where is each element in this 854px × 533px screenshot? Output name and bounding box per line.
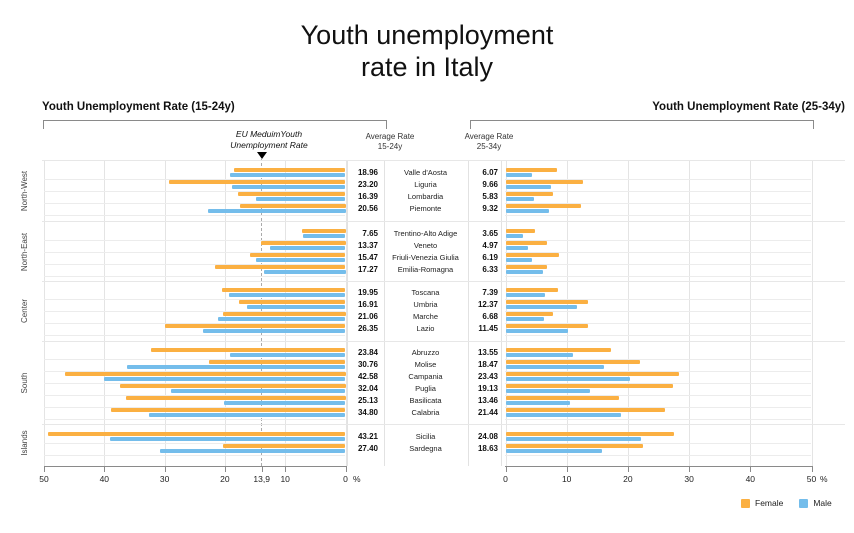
gridline-vertical	[689, 160, 690, 466]
avg-rate-15-24-header-line2: 15-24y	[377, 142, 403, 151]
group-label: South	[20, 372, 29, 393]
axis-tick-label: 10	[280, 474, 290, 484]
region-label: Trentino-Alto Adige	[393, 229, 458, 238]
left-panel-title: Youth Unemployment Rate (15-24y)	[42, 101, 235, 113]
row-gridline	[44, 419, 345, 420]
avg-value-15-24: 25.13	[357, 396, 378, 405]
bar-male-15-24	[256, 258, 346, 262]
bar-male-15-24	[256, 197, 345, 201]
bar-male-25-34	[506, 401, 570, 405]
bar-male-25-34	[506, 365, 605, 369]
avg-value-15-24: 17.27	[357, 265, 378, 274]
region-label: Friuli-Venezia Giulia	[392, 253, 459, 262]
bar-female-15-24	[215, 265, 346, 269]
avg-value-15-24: 15.47	[357, 253, 378, 262]
region-label: Marche	[412, 312, 438, 321]
bar-male-25-34	[506, 353, 573, 357]
axis-tick	[506, 466, 507, 472]
bar-female-15-24	[65, 372, 346, 376]
bar-female-25-34	[506, 432, 675, 436]
avg-value-25-34: 6.19	[482, 253, 498, 262]
region-label: Umbria	[413, 300, 438, 309]
axis-tick	[225, 466, 226, 472]
avg-value-25-34: 5.83	[482, 192, 498, 201]
bar-male-25-34	[506, 209, 550, 213]
bar-female-25-34	[506, 408, 666, 412]
group-label: Center	[20, 298, 29, 323]
right-axis-unit: %	[820, 474, 828, 484]
bar-female-15-24	[240, 204, 346, 208]
bar-female-15-24	[151, 348, 345, 352]
bar-male-25-34	[506, 197, 534, 201]
avg-value-25-34: 6.33	[482, 265, 498, 274]
row-gridline	[505, 215, 811, 216]
page-title-line2: rate in Italy	[360, 52, 494, 82]
right-axis-line	[505, 466, 812, 467]
bar-female-25-34	[506, 384, 674, 388]
region-label: Puglia	[415, 384, 436, 393]
axis-tick	[750, 466, 751, 472]
gridline-vertical	[750, 160, 751, 466]
region-label: Lombardia	[407, 192, 444, 201]
avg-value-15-24: 26.35	[357, 324, 378, 333]
group-label: Islands	[20, 429, 29, 456]
region-label: Veneto	[413, 241, 438, 250]
bar-male-15-24	[270, 246, 345, 250]
avg-value-25-34: 3.65	[482, 229, 498, 238]
avg-value-15-24: 18.96	[357, 168, 378, 177]
avg-value-25-34: 18.63	[477, 444, 498, 453]
bar-male-25-34	[506, 270, 543, 274]
bar-female-25-34	[506, 360, 640, 364]
avg-value-25-34: 7.39	[482, 288, 498, 297]
avg-value-25-34: 6.07	[482, 168, 498, 177]
avg-value-15-24: 23.20	[357, 180, 378, 189]
avg-value-15-24: 27.40	[357, 444, 378, 453]
row-gridline	[44, 215, 345, 216]
bar-female-25-34	[506, 180, 583, 184]
axis-tick	[628, 466, 629, 472]
bar-male-15-24	[149, 413, 346, 417]
avg-value-25-34: 9.66	[482, 180, 498, 189]
bar-male-15-24	[127, 365, 345, 369]
bar-male-25-34	[506, 305, 578, 309]
gridline-vertical	[44, 160, 45, 466]
bar-female-15-24	[239, 300, 345, 304]
male-swatch-icon	[799, 499, 808, 508]
bar-female-25-34	[506, 396, 620, 400]
bar-male-15-24	[232, 185, 345, 189]
region-label: Basilicata	[409, 396, 442, 405]
bar-male-25-34	[506, 377, 630, 381]
gridline-vertical	[165, 160, 166, 466]
axis-tick	[104, 466, 105, 472]
bar-female-25-34	[506, 241, 547, 245]
row-gridline	[505, 264, 811, 265]
left-axis-unit: %	[353, 474, 361, 484]
avg-value-25-34: 11.45	[478, 324, 498, 333]
axis-tick-label: 0	[343, 474, 348, 484]
bar-female-15-24	[238, 192, 346, 196]
avg-value-25-34: 24.08	[477, 432, 498, 441]
region-label: Valle d'Aosta	[404, 168, 447, 177]
avg-value-15-24: 42.58	[357, 372, 378, 381]
axis-tick	[567, 466, 568, 472]
region-label: Toscana	[411, 288, 440, 297]
axis-tick	[812, 466, 813, 472]
avg-value-15-24: 23.84	[357, 348, 378, 357]
bar-male-15-24	[160, 449, 345, 453]
avg-rate-25-34-header-line2: 25-34y	[476, 142, 502, 151]
bar-male-25-34	[506, 258, 533, 262]
axis-tick-label: 50	[806, 474, 817, 484]
eu-medium-annotation-line1: EU MeduimYouth	[235, 129, 303, 139]
bar-male-15-24	[224, 401, 345, 405]
avg-value-15-24: 7.65	[362, 229, 378, 238]
bar-male-15-24	[104, 377, 345, 381]
group-separator-line	[42, 221, 845, 222]
bar-male-15-24	[171, 389, 345, 393]
plot-top-line	[42, 160, 845, 161]
bar-female-15-24	[234, 168, 346, 172]
bar-female-25-34	[506, 300, 588, 304]
avg-value-15-24: 32.04	[357, 384, 378, 393]
female-swatch-icon	[741, 499, 750, 508]
region-label: Abruzzo	[411, 348, 440, 357]
axis-tick	[689, 466, 690, 472]
bar-female-15-24	[126, 396, 346, 400]
bar-male-25-34	[506, 329, 568, 333]
axis-tick	[285, 466, 286, 472]
bar-female-25-34	[506, 229, 535, 233]
axis-tick-label: 13,9	[253, 474, 270, 484]
region-label: Molise	[414, 360, 437, 369]
bar-male-15-24	[303, 234, 345, 238]
row-gridline	[44, 276, 345, 277]
bar-female-15-24	[302, 229, 346, 233]
bar-male-25-34	[506, 437, 641, 441]
avg-value-15-24: 13.37	[357, 241, 378, 250]
avg-value-15-24: 20.56	[357, 204, 378, 213]
bar-male-15-24	[218, 317, 346, 321]
avg-value-25-34: 21.44	[477, 408, 498, 417]
group-separator-line	[42, 424, 845, 425]
bar-female-25-34	[506, 168, 557, 172]
bar-female-25-34	[506, 444, 643, 448]
bar-male-25-34	[506, 185, 551, 189]
row-gridline	[505, 276, 811, 277]
axis-tick-label: 10	[561, 474, 572, 484]
bar-female-15-24	[165, 324, 345, 328]
avg-value-25-34: 13.55	[477, 348, 498, 357]
avg-rate-15-24-header-line1: Average Rate	[365, 132, 415, 141]
region-label: Piemonte	[409, 204, 442, 213]
axis-tick-label: 20	[220, 474, 230, 484]
region-label: Calabria	[411, 408, 440, 417]
avg-value-25-34: 19.13	[477, 384, 498, 393]
bar-male-25-34	[506, 317, 545, 321]
bar-female-15-24	[169, 180, 345, 184]
row-gridline	[505, 419, 811, 420]
bar-male-15-24	[208, 209, 346, 213]
avg-value-15-24: 43.21	[357, 432, 378, 441]
bar-male-15-24	[203, 329, 346, 333]
avg-value-15-24: 30.76	[357, 360, 378, 369]
axis-tick	[44, 466, 45, 472]
row-gridline	[505, 455, 811, 456]
bar-male-15-24	[264, 270, 346, 274]
bar-female-25-34	[506, 204, 581, 208]
legend-item-male	[799, 498, 831, 508]
bar-male-25-34	[506, 246, 529, 250]
table-column-separator	[501, 160, 502, 466]
axis-tick-label: 30	[684, 474, 694, 484]
bar-male-25-34	[506, 389, 591, 393]
gridline-vertical	[628, 160, 629, 466]
bar-male-15-24	[230, 173, 346, 177]
region-label: Sardegna	[409, 444, 442, 453]
bar-female-15-24	[261, 241, 346, 245]
gridline-vertical	[812, 160, 813, 466]
axis-tick	[165, 466, 166, 472]
group-label: North-West	[20, 170, 29, 211]
bar-female-15-24	[120, 384, 346, 388]
row-gridline	[505, 240, 811, 241]
avg-value-15-24: 16.39	[357, 192, 378, 201]
avg-value-15-24: 34.80	[357, 408, 378, 417]
bar-male-15-24	[229, 293, 345, 297]
axis-tick-label: 40	[99, 474, 110, 484]
eu-medium-annotation-line2: Unemployment Rate	[230, 139, 308, 150]
axis-tick-label: 40	[745, 474, 756, 484]
page-title-line1: Youth unemployment	[300, 20, 554, 50]
bar-female-15-24	[223, 312, 346, 316]
axis-tick-label: 0	[503, 474, 508, 484]
region-label: Campania	[408, 372, 443, 381]
axis-tick-label: 30	[159, 474, 170, 484]
bar-female-25-34	[506, 288, 559, 292]
bar-female-15-24	[223, 444, 345, 448]
avg-value-25-34: 6.68	[482, 312, 498, 321]
row-gridline	[44, 335, 345, 336]
right-panel-title: Youth Unemployment Rate (25-34y)	[652, 101, 845, 113]
bar-female-25-34	[506, 192, 553, 196]
bar-male-25-34	[506, 293, 545, 297]
group-separator-line	[42, 281, 845, 282]
avg-value-25-34: 13.46	[477, 396, 498, 405]
bar-female-25-34	[506, 253, 559, 257]
gridline-vertical	[104, 160, 105, 466]
left-axis-line	[44, 466, 346, 467]
avg-value-25-34: 18.47	[477, 360, 498, 369]
bar-female-25-34	[506, 348, 611, 352]
legend-item-female	[741, 498, 783, 508]
avg-value-25-34: 9.32	[482, 204, 498, 213]
avg-rate-25-34-header-line1: Average Rate	[464, 132, 514, 141]
avg-value-25-34: 23.43	[477, 372, 498, 381]
bar-female-25-34	[506, 324, 588, 328]
bar-female-15-24	[209, 360, 346, 364]
bar-female-15-24	[222, 288, 346, 292]
region-label: Liguria	[414, 180, 437, 189]
bar-female-25-34	[506, 265, 548, 269]
legend-label: Female	[755, 498, 784, 508]
bar-male-15-24	[230, 353, 345, 357]
bar-female-25-34	[506, 372, 680, 376]
axis-tick-label: 50	[39, 474, 49, 484]
bar-female-15-24	[111, 408, 346, 412]
group-label: North-East	[20, 232, 29, 271]
bar-male-25-34	[506, 449, 603, 453]
row-gridline	[44, 455, 345, 456]
bar-female-15-24	[48, 432, 346, 436]
region-label: Lazio	[416, 324, 435, 333]
bar-male-25-34	[506, 413, 622, 417]
bar-female-15-24	[250, 253, 345, 257]
bar-female-25-34	[506, 312, 553, 316]
bar-male-15-24	[110, 437, 345, 441]
axis-tick	[262, 466, 263, 472]
avg-value-15-24: 16.91	[357, 300, 378, 309]
row-gridline	[505, 335, 811, 336]
avg-value-25-34: 12.37	[477, 300, 498, 309]
avg-value-25-34: 4.97	[482, 241, 498, 250]
region-label: Sicilia	[415, 432, 436, 441]
axis-tick-label: 20	[623, 474, 633, 484]
avg-value-15-24: 19.95	[357, 288, 378, 297]
avg-value-15-24: 21.06	[357, 312, 378, 321]
legend	[741, 498, 832, 508]
bar-male-25-34	[506, 234, 523, 238]
group-separator-line	[42, 341, 845, 342]
bar-male-25-34	[506, 173, 532, 177]
legend-label: Male	[813, 498, 832, 508]
axis-tick	[346, 466, 347, 472]
bar-male-15-24	[247, 305, 345, 309]
region-label: Emilia-Romagna	[397, 265, 454, 274]
